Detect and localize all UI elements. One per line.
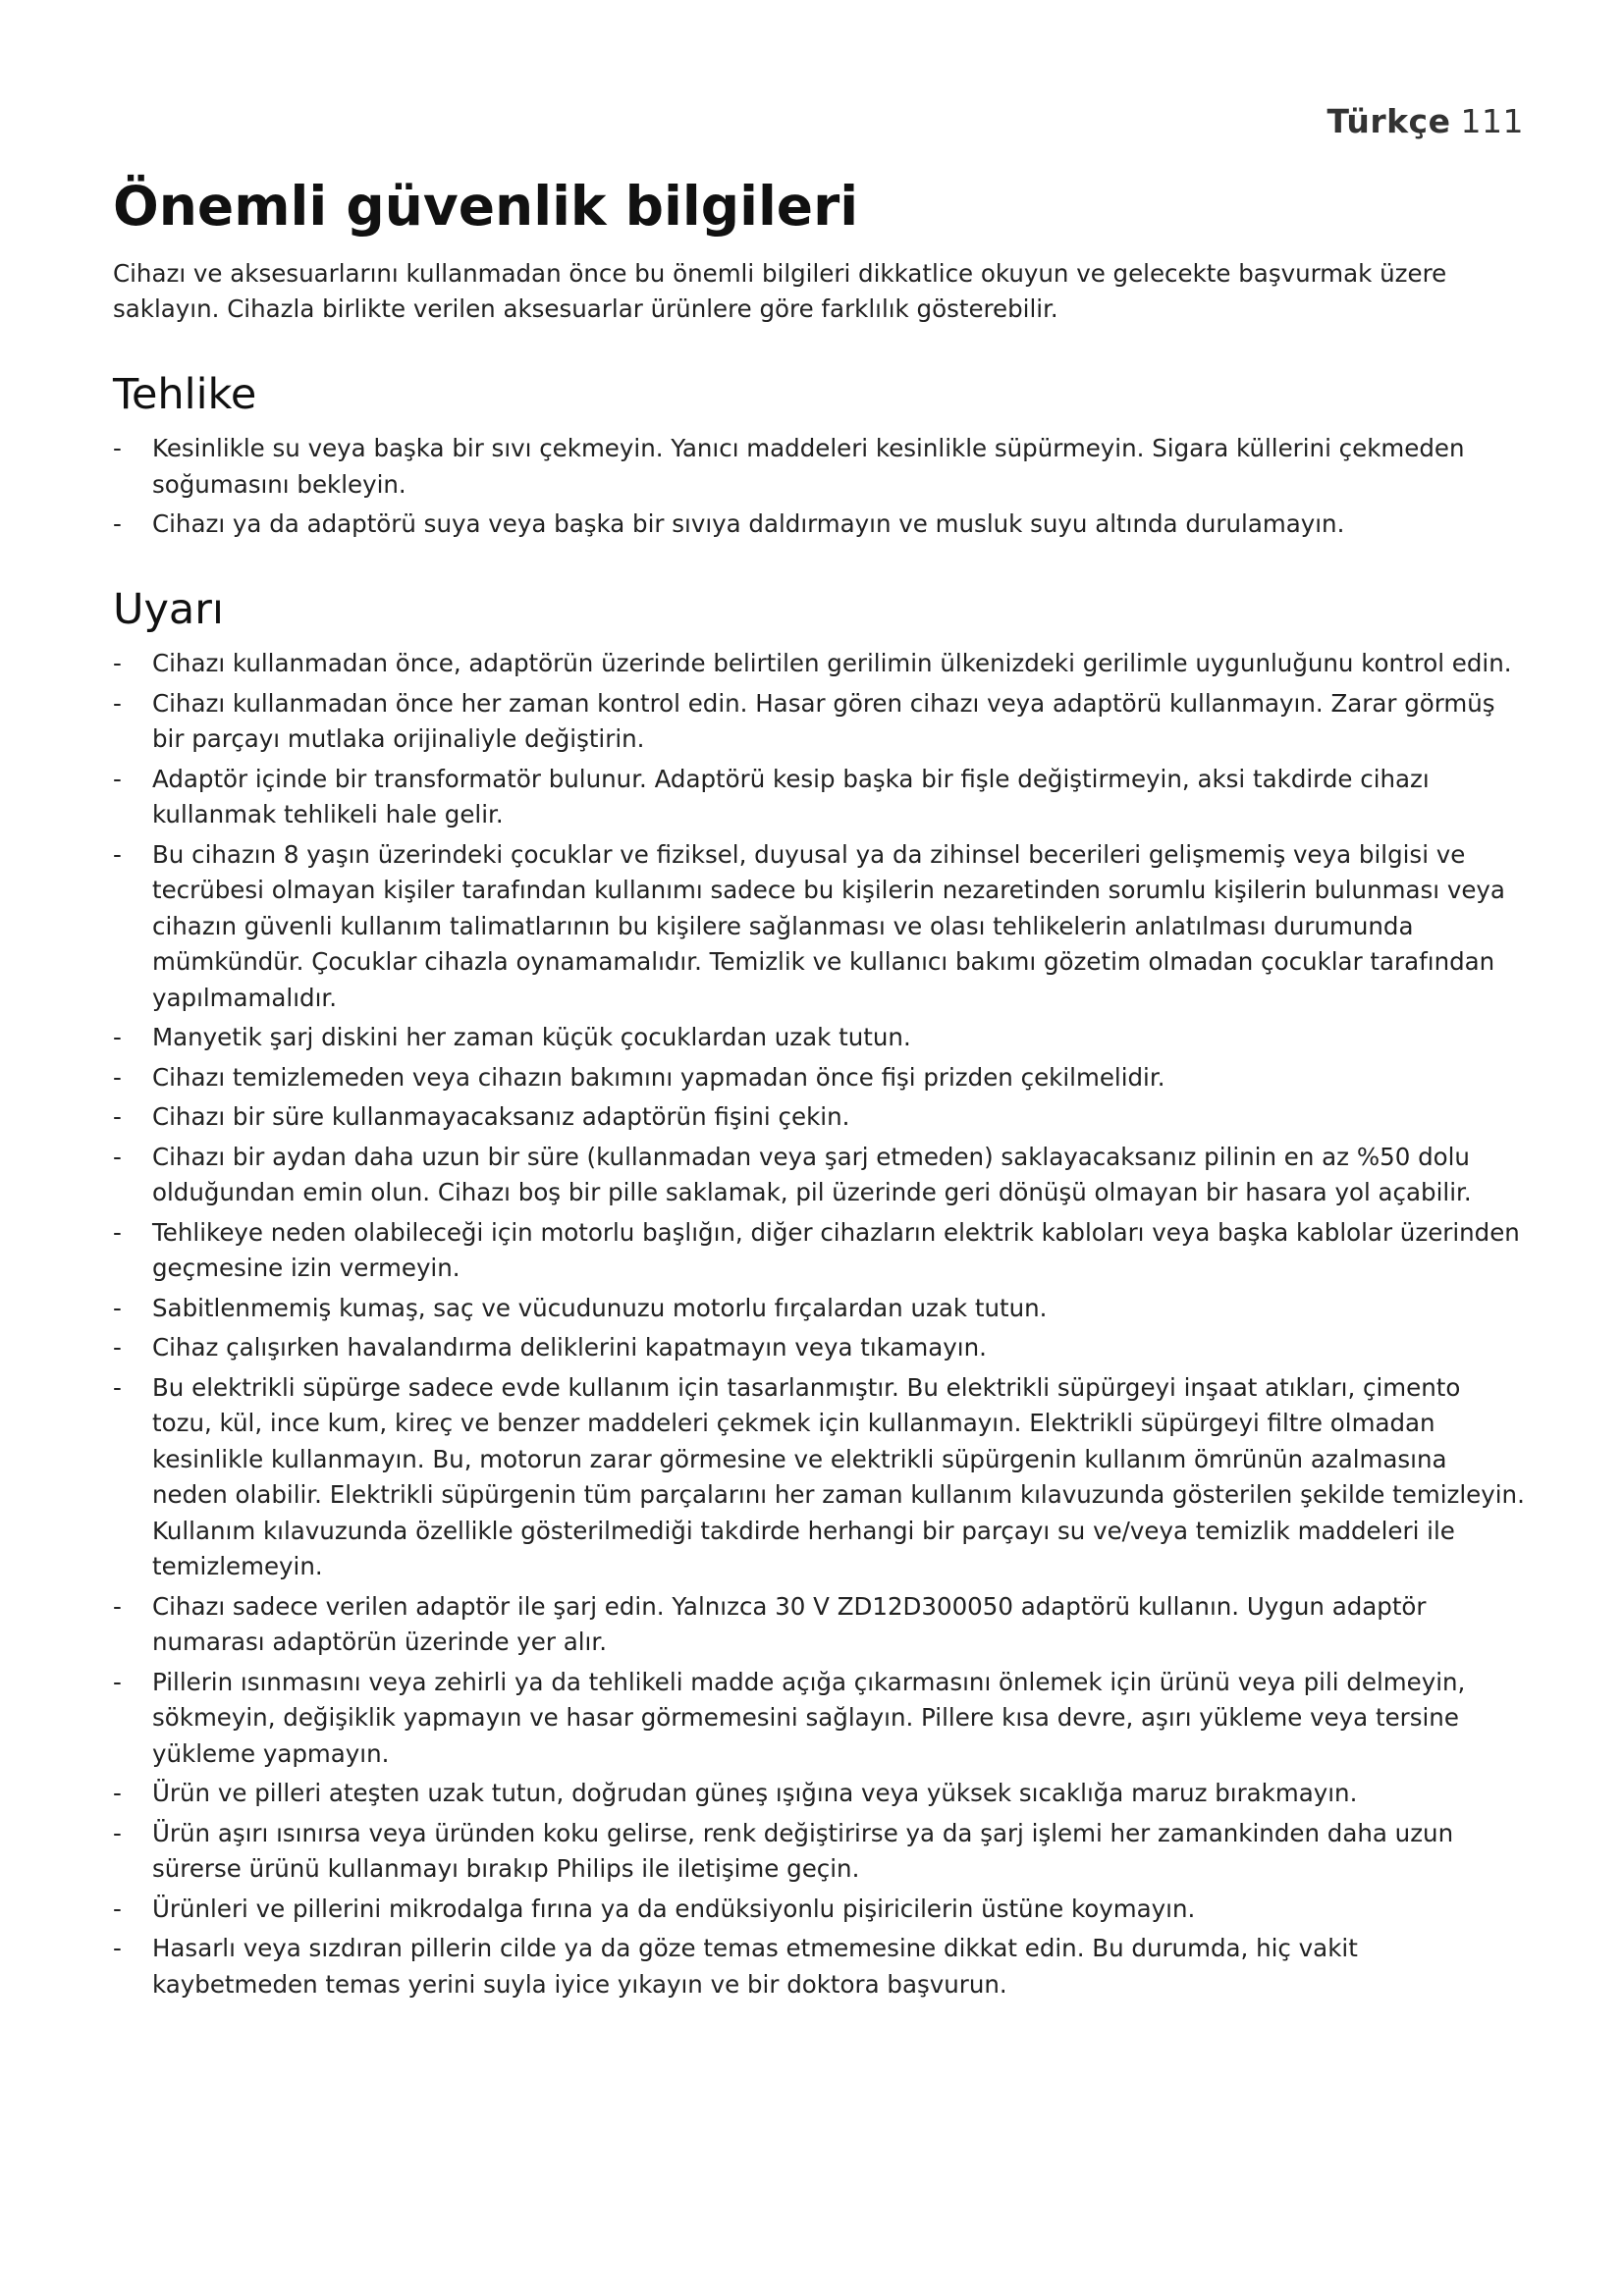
language-label: Türkçe: [1326, 102, 1451, 140]
danger-list: [113, 431, 1527, 543]
list-item: - Ürünleri ve pillerini mikrodalga fırına ya da endüksiyonlu pişiricilerin üstüne koymayın.: [113, 1892, 1527, 1928]
list-item: - Ürün ve pilleri ateşten uzak tutun, doğrudan güneş ışığına veya yüksek sıcaklığa maruz bırakmayın.: [113, 1776, 1527, 1812]
list-item: - Hasarlı veya sızdıran pillerin cilde ya da göze temas etmemesine dikkat edin. Bu durumda, hiç vakit kaybetmeden temas yerini suyla iyice yıkayın ve bir doktora başvurun.: [113, 1931, 1527, 2002]
list-item: - Bu elektrikli süpürge sadece evde kullanım için tasarlanmıştır. Bu elektrikli süpürgeyi inşaat atıkları, çimento tozu, kül, ince kum, kireç ve benzer maddeleri çekmek için kullanmayın. Elektrikli süpürgeyi filtre olmadan kesinlikle kullanmayın. Bu, motorun zarar görmesine ve elektrikli süpürgenin kullanım ömrünün azalmasına neden olabilir. Elektrikli süpürgenin tüm parçalarını her zaman kullanım kılavuzunda gösterilen şekilde temizleyin. Kullanım kılavuzunda özellikle gösterilmediği takdirde herhangi bir parçayı su ve/veya temizlik maddeleri ile temizlemeyin.: [113, 1370, 1527, 1585]
list-item: - Kesinlikle su veya başka bir sıvı çekmeyin. Yanıcı maddeleri kesinlikle süpürmeyin. Sigara küllerini çekmeden soğumasını bekleyin.: [113, 431, 1527, 503]
document-content: [113, 177, 1527, 2006]
section-heading-danger: Tehlike: [113, 370, 257, 419]
list-item: - Cihazı kullanmadan önce her zaman kontrol edin. Hasar gören cihazı veya adaptörü kullanmayın. Zarar görmüş bir parçayı mutlaka orijinaliyle değiştirin.: [113, 686, 1527, 758]
list-item: - Sabitlenmemiş kumaş, saç ve vücudunuzu motorlu fırçalardan uzak tutun.: [113, 1291, 1527, 1327]
list-item: - Bu cihazın 8 yaşın üzerindeki çocuklar ve fiziksel, duyusal ya da zihinsel becerileri gelişmemiş veya bilgisi ve tecrübesi olmayan kişiler tarafından kullanımı sadece bu kişilerin nezaretinden sorumlu kişilerin bulunması veya cihazın güvenli kullanım talimatlarının bu kişilere sağlanması ve olası tehlikelerin anlatılması durumunda mümkündür. Çocuklar cihazla oynamamalıdır. Temizlik ve kullanıcı bakımı gözetim olmadan çocuklar tarafından yapılmamalıdır.: [113, 837, 1527, 1017]
section-heading-warning: Uyarı: [113, 584, 224, 634]
list-item: - Cihazı bir süre kullanmayacaksanız adaptörün fişini çekin.: [113, 1099, 1527, 1136]
list-item: - Cihazı bir aydan daha uzun bir süre (kullanmadan veya şarj etmeden) saklayacaksanız pilinin en az %50 dolu olduğundan emin olun. Cihazı boş bir pille saklamak, pil üzerinde geri dönüşü olmayan bir hasara yol açabilir.: [113, 1140, 1527, 1211]
page-header: [1326, 102, 1524, 140]
list-item: - Cihazı kullanmadan önce, adaptörün üzerinde belirtilen gerilimin ülkenizdeki gerilimle uygunluğunu kontrol edin.: [113, 646, 1527, 682]
intro-paragraph: Cihazı ve aksesuarlarını kullanmadan önce bu önemli bilgileri dikkatlice okuyun ve gelecekte başvurmak üzere saklayın. Cihazla birlikte verilen aksesuarlar ürünlere göre farklılık gösterebilir.: [113, 258, 1447, 324]
list-item: - Cihazı sadece verilen adaptör ile şarj edin. Yalnızca 30 V ZD12D300050 adaptörü kullanın. Uygun adaptör numarası adaptörün üzerinde yer alır.: [113, 1589, 1527, 1661]
list-item: - Adaptör içinde bir transformatör bulunur. Adaptörü kesip başka bir fişle değiştirmeyin, aksi takdirde cihazı kullanmak tehlikeli hale gelir.: [113, 762, 1527, 833]
warning-list: [113, 646, 1527, 2002]
list-item: - Cihazı ya da adaptörü suya veya başka bir sıvıya daldırmayın ve musluk suyu altında durulamayın.: [113, 507, 1527, 543]
list-item: - Pillerin ısınmasını veya zehirli ya da tehlikeli madde açığa çıkarmasını önlemek için ürünü veya pili delmeyin, sökmeyin, değişiklik yapmayın ve hasar görmemesini sağlayın. Pillere kısa devre, aşırı yükleme veya tersine yükleme yapmayın.: [113, 1665, 1527, 1773]
list-item: - Manyetik şarj diskini her zaman küçük çocuklardan uzak tutun.: [113, 1020, 1527, 1056]
list-item: - Tehlikeye neden olabileceği için motorlu başlığın, diğer cihazların elektrik kabloları veya başka kablolar üzerinden geçmesine izin vermeyin.: [113, 1215, 1527, 1287]
list-item: - Cihazı temizlemeden veya cihazın bakımını yapmadan önce fişi prizden çekilmelidir.: [113, 1060, 1527, 1096]
list-item: - Ürün aşırı ısınırsa veya üründen koku gelirse, renk değiştirirse ya da şarj işlemi her zamankinden daha uzun sürerse ürünü kullanmayı bırakıp Philips ile iletişime geçin.: [113, 1816, 1527, 1888]
page-number: 111: [1460, 102, 1524, 140]
list-item: - Cihaz çalışırken havalandırma deliklerini kapatmayın veya tıkamayın.: [113, 1330, 1527, 1366]
page-title: Önemli güvenlik bilgileri: [113, 175, 859, 238]
